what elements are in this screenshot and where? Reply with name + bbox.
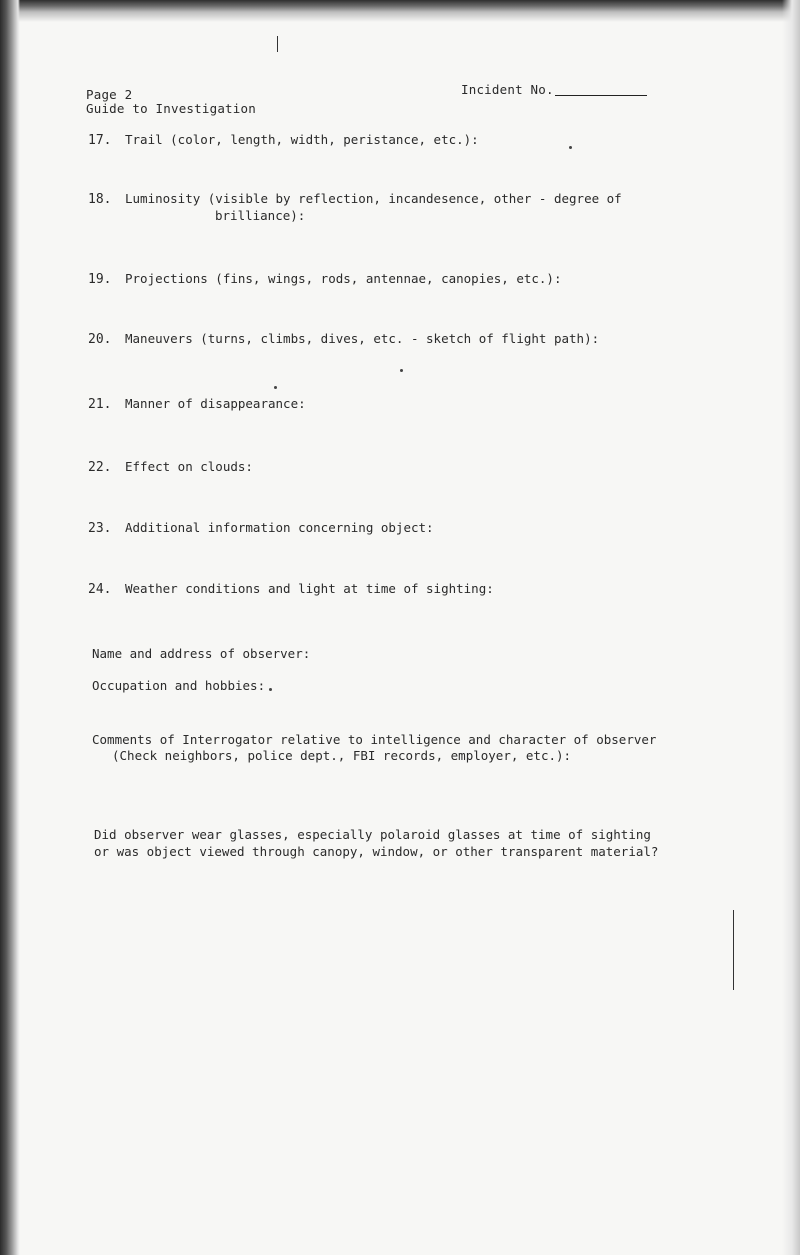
item-number: 20. (88, 332, 112, 347)
item-number: 19. (88, 272, 112, 287)
item-text: Maneuvers (turns, climbs, dives, etc. - sketch of flight path): (125, 331, 600, 346)
item-number: 23. (88, 521, 112, 536)
item-18 (88, 190, 622, 209)
scan-speck (400, 369, 403, 372)
occupation-label: Occupation and hobbies: (92, 678, 266, 693)
item-text: Luminosity (visible by reflection, incandesence, other - degree of (125, 191, 622, 206)
item-number: 21. (88, 397, 112, 412)
scan-edge-top (0, 0, 800, 22)
item-text: Weather conditions and light at time of sighting: (125, 581, 494, 596)
scan-mark (733, 910, 734, 990)
page-label: Page 2 (86, 87, 133, 102)
item-number: 17. (88, 133, 112, 148)
item-23 (88, 519, 434, 538)
scan-edge-left (0, 0, 20, 1255)
scan-speck (569, 146, 572, 149)
item-24 (88, 580, 494, 599)
item-number: 22. (88, 460, 112, 475)
glasses-question-line1: Did observer wear glasses, especially polaroid glasses at time of sighting (94, 827, 651, 842)
comments-detail: (Check neighbors, police dept., FBI records, employer, etc.): (112, 748, 572, 763)
item-text: Effect on clouds: (125, 459, 253, 474)
guide-title: Guide to Investigation (86, 101, 256, 116)
item-18-continuation: brilliance): (215, 208, 306, 223)
item-number: 24. (88, 582, 112, 597)
incident-label: Incident No. (461, 82, 554, 97)
scan-speck (269, 688, 272, 691)
name-address-label: Name and address of observer: (92, 646, 311, 661)
incident-number-blank (555, 95, 647, 96)
item-17 (88, 131, 479, 150)
item-text: Trail (color, length, width, peristance, etc.): (125, 132, 479, 147)
scan-edge-right (782, 0, 800, 1255)
item-text: Projections (fins, wings, rods, antennae, canopies, etc.): (125, 271, 562, 286)
glasses-question-line2: or was object viewed through canopy, window, or other transparent material? (94, 844, 659, 859)
scan-mark (277, 36, 278, 52)
item-text: Manner of disappearance: (125, 396, 306, 411)
item-22 (88, 458, 253, 477)
item-20 (88, 330, 599, 349)
item-number: 18. (88, 192, 112, 207)
scan-speck (274, 386, 277, 389)
item-19 (88, 270, 562, 289)
item-text: Additional information concerning object: (125, 520, 434, 535)
comments-label: Comments of Interrogator relative to intelligence and character of observer (92, 732, 657, 747)
item-21 (88, 395, 306, 414)
